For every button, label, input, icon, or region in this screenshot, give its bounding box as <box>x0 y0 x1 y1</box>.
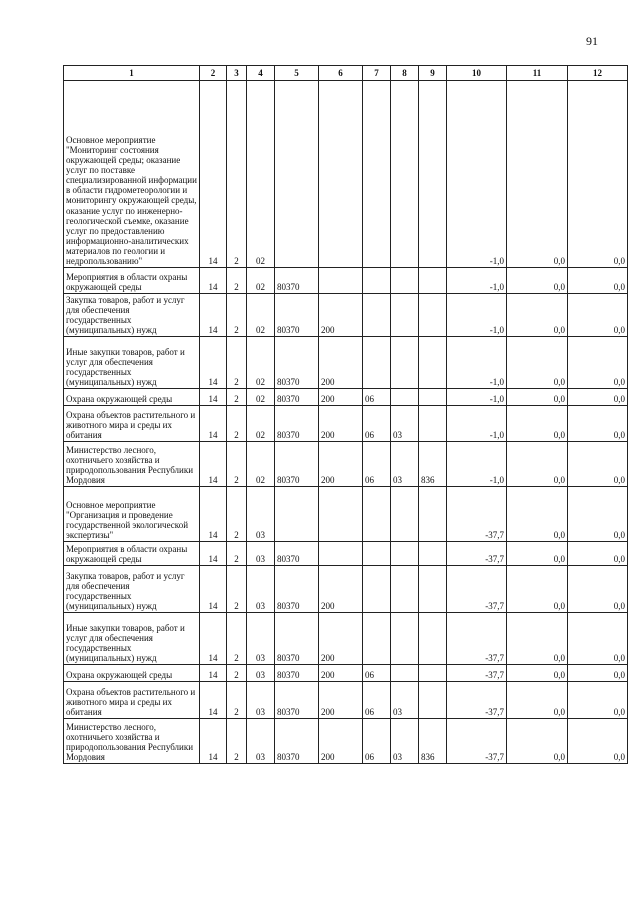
cell-col-3: 2 <box>227 665 247 682</box>
cell-col-7 <box>363 337 391 389</box>
cell-col-2: 14 <box>200 442 227 487</box>
cell-col-2: 14 <box>200 389 227 406</box>
cell-col-6: 200 <box>319 566 363 613</box>
cell-col-8 <box>391 487 419 542</box>
cell-col-5: 80370 <box>275 406 319 442</box>
col-header: 4 <box>247 66 275 81</box>
col-header: 7 <box>363 66 391 81</box>
cell-col-10: -37,7 <box>447 487 507 542</box>
cell-col-7 <box>363 294 391 337</box>
cell-col-11: 0,0 <box>507 268 568 294</box>
page-number: 91 <box>586 34 598 48</box>
cell-col-11: 0,0 <box>507 665 568 682</box>
col-header: 12 <box>568 66 628 81</box>
cell-col-11: 0,0 <box>507 487 568 542</box>
cell-col-3: 2 <box>227 719 247 764</box>
cell-col-11: 0,0 <box>507 719 568 764</box>
cell-col-10: -37,7 <box>447 613 507 665</box>
cell-col-2: 14 <box>200 406 227 442</box>
cell-col-6 <box>319 487 363 542</box>
cell-col-11: 0,0 <box>507 389 568 406</box>
cell-col-7: 06 <box>363 406 391 442</box>
cell-col-7 <box>363 268 391 294</box>
cell-col-7: 06 <box>363 665 391 682</box>
cell-col-12: 0,0 <box>568 665 628 682</box>
cell-col-6: 200 <box>319 682 363 719</box>
col-header: 11 <box>507 66 568 81</box>
cell-col-6: 200 <box>319 389 363 406</box>
header-row <box>64 66 628 81</box>
cell-col-10: -37,7 <box>447 682 507 719</box>
cell-col-9 <box>419 294 447 337</box>
col-header: 3 <box>227 66 247 81</box>
budget-table <box>63 65 628 764</box>
cell-col-4: 03 <box>247 719 275 764</box>
cell-col-5 <box>275 487 319 542</box>
cell-col-2: 14 <box>200 487 227 542</box>
cell-col-11: 0,0 <box>507 337 568 389</box>
row-name-cell: Иные закупки товаров, работ и услуг для обеспечения государственных (муниципальных) нужд <box>64 613 200 665</box>
row-name-cell: Охрана окружающей среды <box>64 665 200 682</box>
cell-col-6: 200 <box>319 719 363 764</box>
cell-col-10: -37,7 <box>447 665 507 682</box>
cell-col-2: 14 <box>200 682 227 719</box>
cell-col-12: 0,0 <box>568 337 628 389</box>
cell-col-3: 2 <box>227 542 247 566</box>
cell-col-10: -37,7 <box>447 542 507 566</box>
cell-col-7 <box>363 566 391 613</box>
table-row <box>64 719 628 764</box>
row-name-cell: Закупка товаров, работ и услуг для обеспечения государственных (муниципальных) нужд <box>64 566 200 613</box>
cell-col-9 <box>419 682 447 719</box>
cell-col-3: 2 <box>227 566 247 613</box>
cell-col-12: 0,0 <box>568 487 628 542</box>
cell-col-8 <box>391 337 419 389</box>
table-row <box>64 613 628 665</box>
cell-col-9 <box>419 487 447 542</box>
cell-col-2: 14 <box>200 665 227 682</box>
cell-col-8: 03 <box>391 682 419 719</box>
col-header: 9 <box>419 66 447 81</box>
cell-col-2: 14 <box>200 719 227 764</box>
row-name-cell: Иные закупки товаров, работ и услуг для обеспечения государственных (муниципальных) нужд <box>64 337 200 389</box>
row-name-cell: Основное мероприятие "Мониторинг состояния окружающей среды; оказание услуг по поставке специализированной информации в области гидрометеорологии и мониторингу окружающей среды, оказание услуг по инженерно-геологической съемке, оказание услуг по предоставлению информационно-аналитических материалов по геологии и недропользованию" <box>64 81 200 268</box>
table-row <box>64 487 628 542</box>
cell-col-3: 2 <box>227 294 247 337</box>
cell-col-7 <box>363 542 391 566</box>
cell-col-5: 80370 <box>275 566 319 613</box>
cell-col-4: 02 <box>247 81 275 268</box>
cell-col-9 <box>419 542 447 566</box>
cell-col-11: 0,0 <box>507 613 568 665</box>
cell-col-3: 2 <box>227 487 247 542</box>
row-name-cell: Основное мероприятие "Организация и проведение государственной экологической экспертизы" <box>64 487 200 542</box>
cell-col-6: 200 <box>319 294 363 337</box>
col-header: 8 <box>391 66 419 81</box>
table-row <box>64 682 628 719</box>
cell-col-10: -1,0 <box>447 406 507 442</box>
cell-col-7: 06 <box>363 442 391 487</box>
cell-col-10: -37,7 <box>447 719 507 764</box>
cell-col-3: 2 <box>227 406 247 442</box>
cell-col-6 <box>319 268 363 294</box>
cell-col-11: 0,0 <box>507 81 568 268</box>
table-row <box>64 389 628 406</box>
cell-col-10: -1,0 <box>447 389 507 406</box>
table-row <box>64 337 628 389</box>
cell-col-7 <box>363 613 391 665</box>
cell-col-11: 0,0 <box>507 542 568 566</box>
cell-col-4: 03 <box>247 665 275 682</box>
cell-col-5: 80370 <box>275 542 319 566</box>
table-row <box>64 294 628 337</box>
cell-col-7: 06 <box>363 682 391 719</box>
table-row <box>64 542 628 566</box>
cell-col-6: 200 <box>319 665 363 682</box>
cell-col-2: 14 <box>200 81 227 268</box>
col-header: 1 <box>64 66 200 81</box>
cell-col-7: 06 <box>363 389 391 406</box>
cell-col-8 <box>391 294 419 337</box>
cell-col-3: 2 <box>227 268 247 294</box>
cell-col-5: 80370 <box>275 613 319 665</box>
cell-col-7: 06 <box>363 719 391 764</box>
cell-col-7 <box>363 487 391 542</box>
cell-col-12: 0,0 <box>568 294 628 337</box>
cell-col-5: 80370 <box>275 665 319 682</box>
cell-col-4: 02 <box>247 268 275 294</box>
col-header: 2 <box>200 66 227 81</box>
cell-col-8 <box>391 542 419 566</box>
cell-col-9: 836 <box>419 719 447 764</box>
cell-col-10: -1,0 <box>447 337 507 389</box>
cell-col-2: 14 <box>200 337 227 389</box>
cell-col-9 <box>419 337 447 389</box>
cell-col-12: 0,0 <box>568 542 628 566</box>
cell-col-6: 200 <box>319 337 363 389</box>
cell-col-9 <box>419 665 447 682</box>
cell-col-4: 03 <box>247 682 275 719</box>
cell-col-6 <box>319 542 363 566</box>
cell-col-3: 2 <box>227 389 247 406</box>
cell-col-3: 2 <box>227 613 247 665</box>
cell-col-2: 14 <box>200 542 227 566</box>
cell-col-5: 80370 <box>275 337 319 389</box>
cell-col-11: 0,0 <box>507 294 568 337</box>
cell-col-4: 02 <box>247 389 275 406</box>
cell-col-11: 0,0 <box>507 442 568 487</box>
cell-col-12: 0,0 <box>568 389 628 406</box>
cell-col-4: 03 <box>247 566 275 613</box>
cell-col-8 <box>391 81 419 268</box>
cell-col-5: 80370 <box>275 268 319 294</box>
cell-col-10: -37,7 <box>447 566 507 613</box>
cell-col-9 <box>419 613 447 665</box>
cell-col-2: 14 <box>200 566 227 613</box>
cell-col-3: 2 <box>227 337 247 389</box>
cell-col-8 <box>391 268 419 294</box>
cell-col-2: 14 <box>200 294 227 337</box>
cell-col-10: -1,0 <box>447 294 507 337</box>
cell-col-8: 03 <box>391 719 419 764</box>
cell-col-12: 0,0 <box>568 406 628 442</box>
cell-col-8 <box>391 566 419 613</box>
cell-col-9 <box>419 268 447 294</box>
table-row <box>64 81 628 268</box>
cell-col-2: 14 <box>200 613 227 665</box>
cell-col-6: 200 <box>319 442 363 487</box>
cell-col-5: 80370 <box>275 294 319 337</box>
cell-col-3: 2 <box>227 682 247 719</box>
col-header: 10 <box>447 66 507 81</box>
cell-col-3: 2 <box>227 442 247 487</box>
table-row <box>64 665 628 682</box>
cell-col-4: 03 <box>247 613 275 665</box>
row-name-cell: Закупка товаров, работ и услуг для обеспечения государственных (муниципальных) нужд <box>64 294 200 337</box>
cell-col-12: 0,0 <box>568 719 628 764</box>
cell-col-9 <box>419 566 447 613</box>
cell-col-8: 03 <box>391 442 419 487</box>
cell-col-5 <box>275 81 319 268</box>
cell-col-8: 03 <box>391 406 419 442</box>
row-name-cell: Охрана окружающей среды <box>64 389 200 406</box>
row-name-cell: Охрана объектов растительного и животного мира и среды их обитания <box>64 406 200 442</box>
row-name-cell: Мероприятия в области охраны окружающей среды <box>64 542 200 566</box>
cell-col-9 <box>419 389 447 406</box>
cell-col-3: 2 <box>227 81 247 268</box>
cell-col-8 <box>391 665 419 682</box>
cell-col-4: 03 <box>247 542 275 566</box>
cell-col-11: 0,0 <box>507 406 568 442</box>
cell-col-12: 0,0 <box>568 566 628 613</box>
cell-col-12: 0,0 <box>568 613 628 665</box>
cell-col-2: 14 <box>200 268 227 294</box>
cell-col-4: 02 <box>247 406 275 442</box>
cell-col-4: 02 <box>247 294 275 337</box>
cell-col-12: 0,0 <box>568 682 628 719</box>
row-name-cell: Министерство лесного, охотничьего хозяйства и природопользования Республики Мордовия <box>64 719 200 764</box>
cell-col-4: 02 <box>247 442 275 487</box>
row-name-cell: Министерство лесного, охотничьего хозяйства и природопользования Республики Мордовия <box>64 442 200 487</box>
col-header: 6 <box>319 66 363 81</box>
cell-col-10: -1,0 <box>447 81 507 268</box>
table-row <box>64 566 628 613</box>
cell-col-9 <box>419 406 447 442</box>
cell-col-6 <box>319 81 363 268</box>
row-name-cell: Мероприятия в области охраны окружающей среды <box>64 268 200 294</box>
table-row <box>64 406 628 442</box>
row-name-cell: Охрана объектов растительного и животного мира и среды их обитания <box>64 682 200 719</box>
cell-col-4: 03 <box>247 487 275 542</box>
cell-col-7 <box>363 81 391 268</box>
cell-col-9 <box>419 81 447 268</box>
cell-col-5: 80370 <box>275 682 319 719</box>
cell-col-12: 0,0 <box>568 442 628 487</box>
table-row <box>64 268 628 294</box>
cell-col-9: 836 <box>419 442 447 487</box>
cell-col-12: 0,0 <box>568 268 628 294</box>
cell-col-10: -1,0 <box>447 442 507 487</box>
col-header: 5 <box>275 66 319 81</box>
cell-col-5: 80370 <box>275 442 319 487</box>
cell-col-6: 200 <box>319 406 363 442</box>
cell-col-12: 0,0 <box>568 81 628 268</box>
cell-col-6: 200 <box>319 613 363 665</box>
cell-col-11: 0,0 <box>507 682 568 719</box>
cell-col-4: 02 <box>247 337 275 389</box>
cell-col-10: -1,0 <box>447 268 507 294</box>
cell-col-8 <box>391 613 419 665</box>
cell-col-5: 80370 <box>275 719 319 764</box>
cell-col-5: 80370 <box>275 389 319 406</box>
table-row <box>64 442 628 487</box>
cell-col-8 <box>391 389 419 406</box>
cell-col-11: 0,0 <box>507 566 568 613</box>
